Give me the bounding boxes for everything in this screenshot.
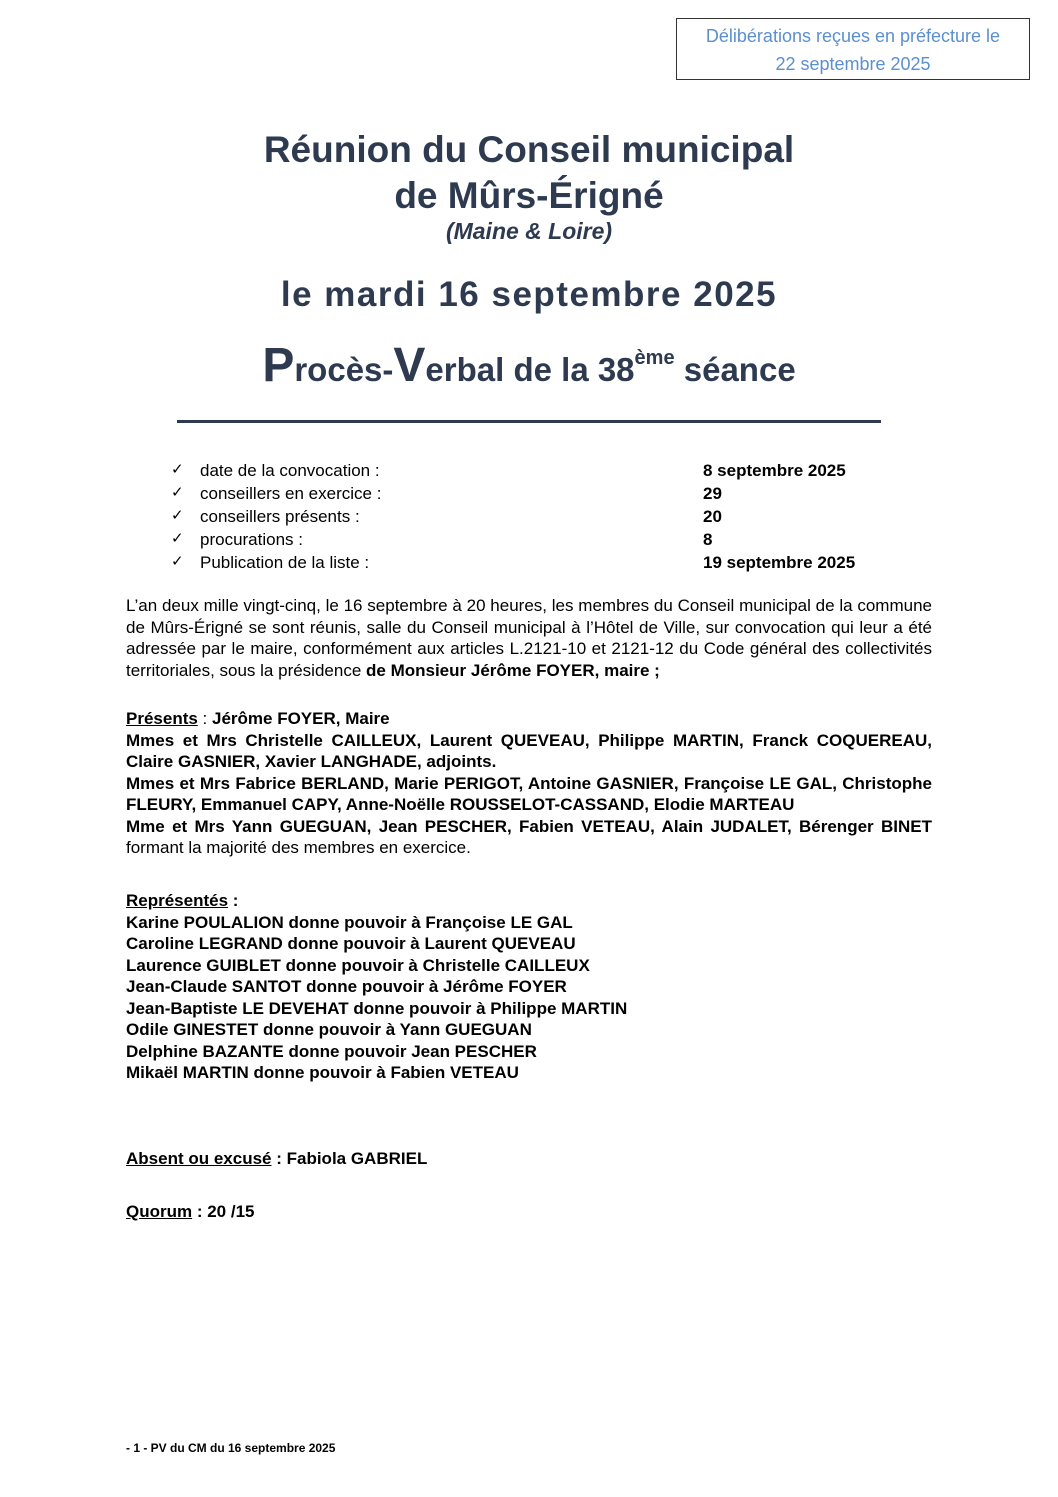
check-icon: ✓ — [171, 460, 184, 478]
presents-group-3-names: Mme et Mrs Yann GUEGUAN, Jean PESCHER, Fabien VETEAU, Alain JUDALET, Bérenger BINET — [126, 816, 932, 836]
check-icon: ✓ — [171, 506, 184, 524]
absent-label: Absent ou excusé — [126, 1149, 272, 1168]
page-title-line-1: Réunion du Conseil municipal — [263, 129, 795, 170]
list-item: Delphine BAZANTE donne pouvoir Jean PESCHER — [126, 1041, 537, 1061]
meeting-facts-list — [171, 460, 891, 575]
page-title-line-2: de Mûrs-Érigné — [394, 175, 664, 216]
list-item: Odile GINESTET donne pouvoir à Yann GUEGUAN — [126, 1020, 532, 1039]
fact-label: procurations : — [200, 530, 303, 549]
fact-row-conseillers-presents — [171, 506, 891, 529]
meeting-date: le mardi 16 septembre 2025 — [280, 275, 778, 314]
represented-heading — [126, 890, 932, 912]
pv-rest: erbal de la 38 — [425, 351, 635, 388]
presents-group-2: Mmes et Mrs Fabrice BERLAND, Marie PERIGOT, Antoine GASNIER, Françoise LE GAL, Christophe FLEURY, Emmanuel CAPY, Anne-Noëlle ROUSSELOT-CASSAND, Elodie MARTEAU — [126, 773, 932, 814]
quorum-label: Quorum — [126, 1202, 193, 1221]
pv-initial-p: P — [262, 339, 295, 392]
presents-separator: : — [197, 709, 212, 728]
represented-section — [126, 890, 932, 1084]
presents-section — [126, 708, 932, 859]
fact-label: conseillers en exercice : — [200, 484, 382, 503]
prefecture-stamp — [676, 18, 1030, 80]
list-item: Jean-Claude SANTOT donne pouvoir à Jérôme FOYER — [126, 977, 567, 996]
fact-value: 8 — [703, 530, 713, 549]
pv-roces: rocès- — [294, 351, 394, 388]
intro-presidence: de Monsieur Jérôme FOYER, maire ; — [366, 660, 660, 680]
list-item: Caroline LEGRAND donne pouvoir à Laurent QUEVEAU — [126, 934, 576, 953]
represented-label: Représentés — [126, 891, 229, 910]
fact-value: 20 — [703, 507, 722, 526]
fact-value: 19 septembre 2025 — [703, 553, 856, 572]
check-icon: ✓ — [171, 552, 184, 570]
pv-seance: séance — [674, 351, 796, 388]
presents-label: Présents — [126, 709, 198, 728]
quorum-line — [126, 1201, 932, 1223]
title-divider — [177, 420, 881, 423]
list-item: Jean-Baptiste LE DEVEHAT donne pouvoir à Philippe MARTIN — [126, 998, 628, 1018]
fact-row-conseillers-exercice — [171, 483, 891, 506]
presents-adjoints: Mmes et Mrs Christelle CAILLEUX, Laurent QUEVEAU, Philippe MARTIN, Franck COQUEREAU, Claire GASNIER, Xavier LANGHADE, adjoints. — [126, 730, 932, 771]
check-icon: ✓ — [171, 529, 184, 547]
fact-value: 29 — [703, 484, 722, 503]
pv-initial-v: V — [393, 339, 426, 392]
department-subtitle: (Maine & Loire) — [445, 218, 613, 244]
quorum-value: : 20 /15 — [192, 1202, 255, 1221]
list-item: Karine POULALION donne pouvoir à Françoise LE GAL — [126, 912, 573, 932]
list-item: Laurence GUIBLET donne pouvoir à Christelle CAILLEUX — [126, 955, 590, 975]
intro-text: L’an deux mille vingt-cinq, le 16 septembre à 20 heures, les membres du Conseil municipal de la commune de Mûrs-Érigné se sont réunis, salle du Conseil municipal à l’Hôtel de Ville, sur convocation qui leur a été adressée par le maire, conformément aux articles L.2121-10 et 2121-12 du Code général des collectivités territoriales, sous la présidence — [126, 596, 932, 680]
check-icon: ✓ — [171, 483, 184, 501]
absent-line — [126, 1148, 932, 1170]
presents-mayor: Jérôme FOYER, Maire — [212, 709, 390, 728]
fact-value: 8 septembre 2025 — [703, 461, 846, 480]
fact-label: date de la convocation : — [200, 461, 380, 480]
stamp-line-1: Délibérations reçues en préfecture le — [705, 26, 1001, 46]
stamp-line-2: 22 septembre 2025 — [775, 54, 931, 74]
intro-paragraph — [126, 595, 932, 681]
pv-ordinal-suffix: ème — [634, 347, 675, 369]
presents-mayor-line — [126, 708, 932, 730]
presents-group-3 — [126, 816, 932, 859]
proces-verbal-heading — [0, 336, 1058, 400]
absent-value: : Fabiola GABRIEL — [271, 1149, 428, 1168]
list-item: Mikaël MARTIN donne pouvoir à Fabien VETEAU — [126, 1063, 519, 1082]
represented-separator: : — [228, 891, 239, 910]
fact-row-convocation — [171, 460, 891, 483]
fact-label: conseillers présents : — [200, 507, 360, 526]
fact-row-publication — [171, 552, 891, 575]
fact-row-procurations — [171, 529, 891, 552]
fact-label: Publication de la liste : — [200, 553, 370, 572]
presents-group-3-tail: formant la majorité des membres en exercice. — [126, 838, 471, 857]
page-footer: - 1 - PV du CM du 16 septembre 2025 — [126, 1441, 336, 1455]
